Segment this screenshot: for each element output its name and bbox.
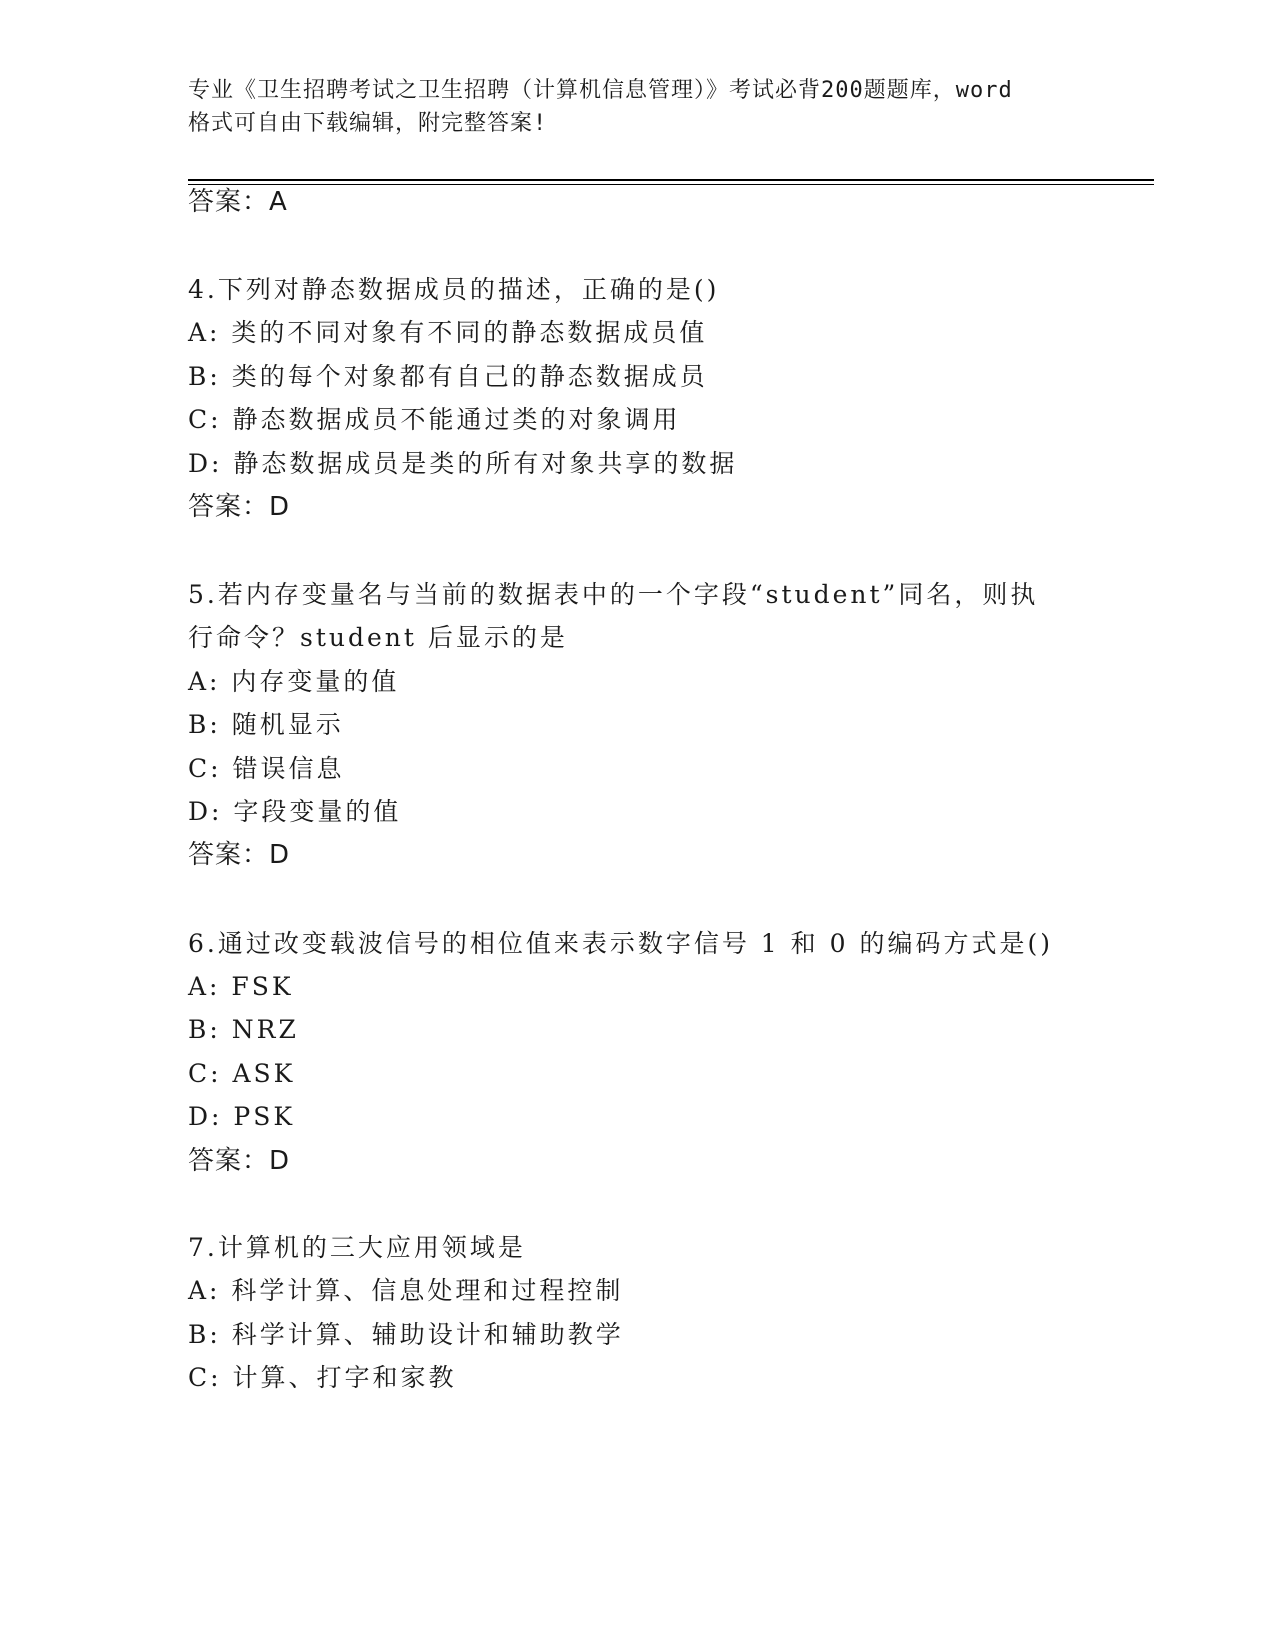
header-line-2: 格式可自由下载编辑，附完整答案! bbox=[188, 111, 548, 136]
question-5-option-b: B: 随机显示 bbox=[188, 710, 344, 739]
question-6-option-a: A: FSK bbox=[188, 972, 294, 1001]
question-6-option-d: D: PSK bbox=[188, 1102, 296, 1131]
question-6-option-c: C: ASK bbox=[188, 1059, 296, 1088]
question-7-option-a: A: 科学计算、信息处理和过程控制 bbox=[188, 1276, 624, 1305]
question-4-stem: 4.下列对静态数据成员的描述，正确的是() bbox=[188, 275, 720, 304]
question-5-stem-line-1: 5.若内存变量名与当前的数据表中的一个字段“student”同名，则执 bbox=[188, 580, 1039, 609]
question-5-option-a: A: 内存变量的值 bbox=[188, 667, 400, 696]
question-6-option-b: B: NRZ bbox=[188, 1015, 299, 1044]
question-4-option-c: C: 静态数据成员不能通过类的对象调用 bbox=[188, 405, 681, 434]
question-4-option-a: A: 类的不同对象有不同的静态数据成员值 bbox=[188, 318, 708, 347]
question-4-option-d: D: 静态数据成员是类的所有对象共享的数据 bbox=[188, 449, 738, 478]
question-5-option-c: C: 错误信息 bbox=[188, 754, 345, 783]
question-5-stem-line-2: 行命令？student 后显示的是 bbox=[188, 623, 568, 652]
question-7-option-b: B: 科学计算、辅助设计和辅助教学 bbox=[188, 1320, 624, 1349]
question-7-option-c: C: 计算、打字和家教 bbox=[188, 1363, 457, 1392]
question-4-option-b: B: 类的每个对象都有自己的静态数据成员 bbox=[188, 362, 708, 391]
question-6-answer: 答案：D bbox=[188, 1146, 291, 1176]
header-divider-thick bbox=[188, 179, 1154, 181]
question-6-stem: 6.通过改变载波信号的相位值来表示数字信号 1 和 0 的编码方式是() bbox=[188, 929, 1053, 958]
header-divider-thin bbox=[188, 184, 1154, 185]
question-7-stem: 7.计算机的三大应用领域是 bbox=[188, 1233, 526, 1262]
header-line-1: 专业《卫生招聘考试之卫生招聘（计算机信息管理）》考试必背200题题库，word bbox=[188, 78, 1013, 103]
question-5-answer: 答案：D bbox=[188, 840, 291, 870]
answer-previous: 答案：A bbox=[188, 187, 288, 217]
question-5-option-d: D: 字段变量的值 bbox=[188, 797, 402, 826]
document-header bbox=[188, 74, 1088, 140]
question-4-answer: 答案：D bbox=[188, 492, 291, 522]
